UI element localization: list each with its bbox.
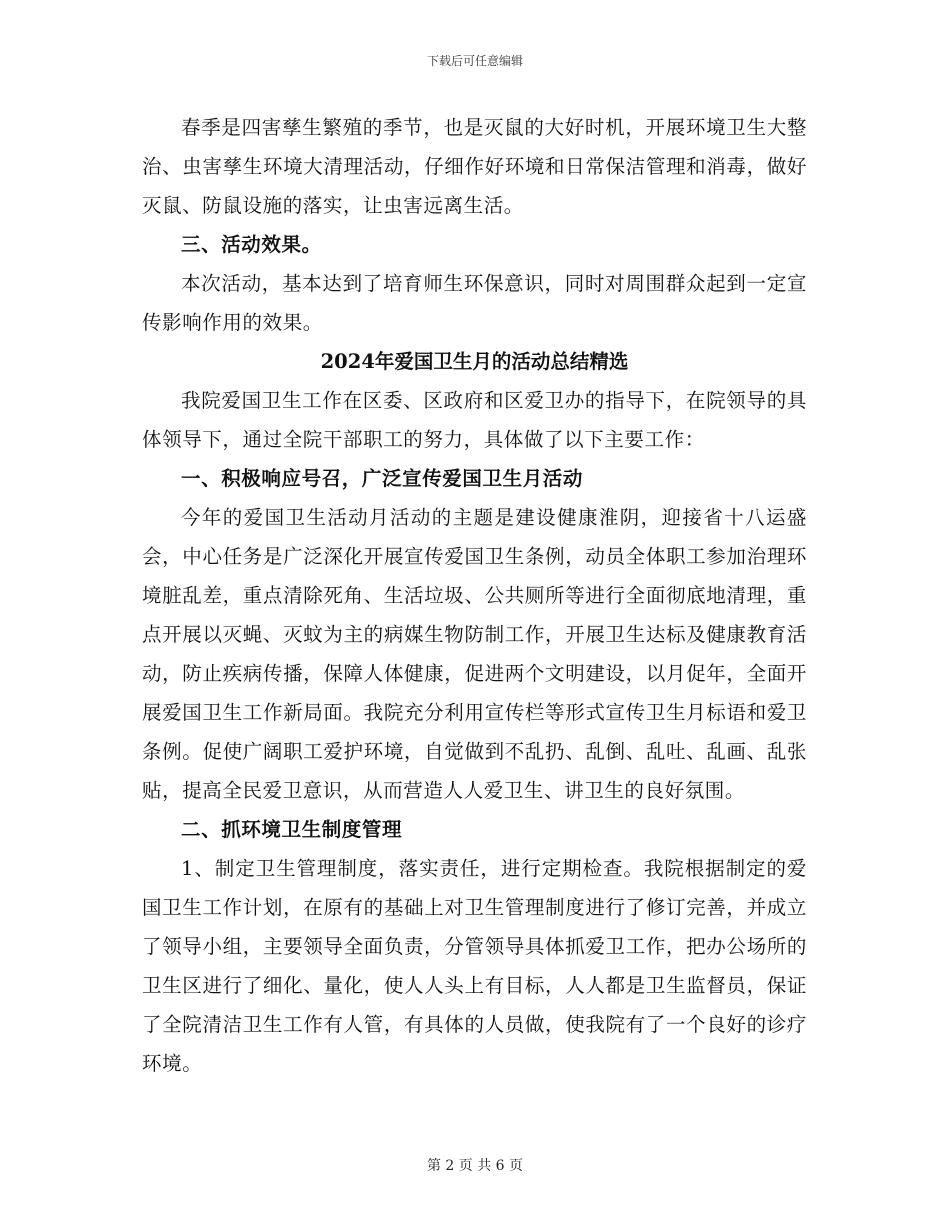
heading-activity-effect: 三、活动效果。 xyxy=(181,233,322,256)
paragraph-spring: 春季是四害孳生繁殖的季节，也是灭鼠的大好时机，开展环境卫生大整治、虫害孳生环境大清理活动，仔细作好环境和日常保洁管理和消毒，做好灭鼠、防鼠设施的落实，让虫害远离生活。 xyxy=(142,116,807,217)
paragraph-management: 1、制定卫生管理制度，落实责任，进行定期检查。我院根据制定的爱国卫生工作计划，在原有的基础上对卫生管理制度进行了修订完善，并成立了领导小组，主要领导全面负责，分管领导具体抓爱卫工作，把办公场所的卫生区进行了细化、量化，使人人头上有目标，人人都是卫生监督员，保证了全院清洁卫生工作有人管，有具体的人员做，使我院有了一个良好的诊疗环境。 xyxy=(142,857,807,1075)
page-header: 下载后可任意编辑 xyxy=(426,54,523,68)
paragraph-effect: 本次活动，基本达到了培育师生环保意识，同时对周围群众起到一定宣传影响作用的效果。 xyxy=(142,272,807,334)
paragraph-publicity: 今年的爱国卫生活动月活动的主题是建设健康淮阴，迎接省十八运盛会，中心任务是广泛深化开展宣传爱国卫生条例，动员全体职工参加治理环境脏乱差，重点清除死角、生活垃圾、公共厕所等进行全面彻底地清理，重点开展以灭蝇、灭蚊为主的病媒生物防制工作，开展卫生达标及健康教育活动，防止疾病传播，保障人体健康，促进两个文明建设，以月促年，全面开展爱国卫生工作新局面。我院充分利用宣传栏等形式宣传卫生月标语和爱卫条例。促使广阔职工爱护环境，自觉做到不乱扔、乱倒、乱吐、乱画、乱张贴，提高全民爱卫意识，从而营造人人爱卫生、讲卫生的良好氛围。 xyxy=(142,506,807,802)
document-body xyxy=(142,108,807,1083)
paragraph-intro: 我院爱国卫生工作在区委、区政府和区爱卫办的指导下，在院领导的具体领导下，通过全院干部职工的努力，具体做了以下主要工作： xyxy=(142,389,807,451)
heading-publicity: 一、积极响应号召，广泛宣传爱国卫生月活动 xyxy=(181,467,584,490)
heading-management: 二、抓环境卫生制度管理 xyxy=(181,818,403,841)
page-footer: 第 2 页 共 6 页 xyxy=(426,1158,524,1174)
document-title: 2024年爱国卫生月的活动总结精选 xyxy=(320,350,629,373)
